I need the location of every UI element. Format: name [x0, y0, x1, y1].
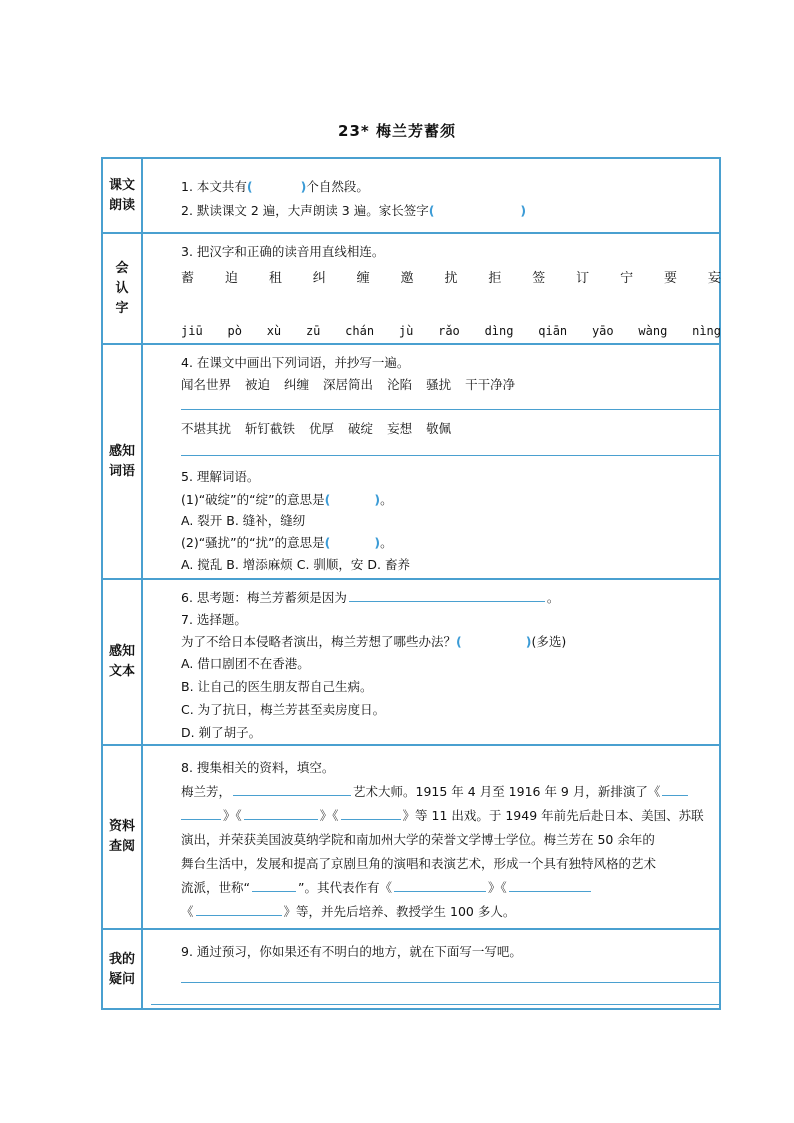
- page-title: 23* 梅兰芳蓄须: [338, 122, 456, 140]
- question-1: [181, 177, 369, 195]
- pinyin-item: zū: [305, 324, 321, 338]
- question-3: 3. 把汉字和正确的读音用直线相连。: [181, 244, 385, 259]
- question-5-1-options: A. 裂开 B. 缝补，缝纫: [181, 513, 306, 528]
- row-questions: [103, 928, 719, 1010]
- vocab-word: 斩钉截铁: [245, 421, 296, 436]
- research-line-1: [181, 782, 690, 800]
- label-text: 感知词语: [108, 443, 135, 479]
- row-text: [103, 578, 719, 744]
- paren-open: (: [324, 492, 331, 507]
- answer-blank[interactable]: [233, 782, 351, 796]
- pinyin-item: jiū: [181, 324, 203, 338]
- option-c: C. 为了抗日，梅兰芳甚至卖房度日。: [181, 702, 386, 717]
- question-2: [181, 201, 526, 219]
- pinyin-item: rǎo: [438, 324, 460, 338]
- period: 。: [546, 590, 560, 605]
- q1-text-end: 个自然段。: [306, 179, 369, 194]
- worksheet-table: [101, 157, 721, 1010]
- row-characters: [103, 232, 719, 343]
- paren-close: ): [525, 634, 532, 649]
- label-text: 感知文本: [108, 644, 135, 679]
- character-item: 订: [576, 271, 590, 286]
- character-item: 妄: [707, 271, 721, 286]
- row-label-research: [103, 746, 143, 928]
- text: 》等 11 出戏。于 1949 年前先后赴日本、美国、苏联: [402, 808, 704, 823]
- word-list-2: [181, 419, 465, 437]
- text: 》《: [487, 880, 507, 895]
- question-4: 4. 在课文中画出下列词语，并抄写一遍。: [181, 355, 410, 370]
- text: 》《: [223, 808, 242, 823]
- answer-blank[interactable]: [394, 878, 486, 892]
- q7-stem-text: 为了不给日本侵略者演出，梅兰芳想了哪些办法？: [181, 634, 457, 649]
- writing-line[interactable]: [151, 1004, 719, 1005]
- answer-blank[interactable]: [662, 782, 688, 796]
- character-item: 要: [663, 271, 677, 286]
- q1-text: 1. 本文共有: [181, 179, 247, 194]
- writing-line[interactable]: [181, 409, 719, 410]
- pinyin-item: wàng: [638, 324, 668, 338]
- paren-open: (: [324, 535, 331, 550]
- paren-open: (: [246, 179, 253, 194]
- text: 梅兰芳，: [181, 784, 232, 799]
- answer-blank[interactable]: [349, 588, 545, 602]
- character-row: [181, 267, 721, 286]
- label-text: 资料查阅: [108, 819, 135, 854]
- text: 流派，世称“: [181, 880, 250, 895]
- vocab-word: 敬佩: [426, 421, 452, 436]
- paren-close: ): [300, 179, 307, 194]
- text: 》等，并先后培养、教授学生 100 多人。: [283, 904, 516, 919]
- vocab-word: 沦陷: [387, 377, 413, 392]
- row-label-vocab: [103, 345, 143, 578]
- q5-2-text: (2)“骚扰”的“扰”的意思是: [181, 535, 325, 550]
- answer-blank[interactable]: [341, 806, 401, 820]
- vocab-word: 优厚: [309, 421, 335, 436]
- writing-line[interactable]: [181, 455, 719, 456]
- label-text: 我的疑问: [108, 952, 135, 987]
- paren-open: (: [428, 203, 435, 218]
- paren-close: ): [520, 203, 527, 218]
- question-5-1: [181, 490, 393, 508]
- research-line-5: [181, 878, 593, 896]
- label-text: 课文朗读: [108, 177, 135, 213]
- character-item: 租: [268, 271, 282, 286]
- vocab-word: 不堪其扰: [181, 421, 232, 436]
- research-line-4: 舞台生活中，发展和提高了京剧旦角的演唱和表演艺术，形成一个具有独特风格的艺术: [181, 856, 657, 871]
- character-item: 签: [532, 271, 546, 286]
- pinyin-item: jù: [398, 324, 414, 338]
- paren-open: (: [456, 634, 462, 649]
- character-item: 扰: [444, 271, 458, 286]
- vocab-word: 妄想: [387, 421, 413, 436]
- question-5-2: [181, 533, 393, 551]
- paren-close: ): [374, 492, 381, 507]
- q2-text: 2. 默读课文 2 遍，大声朗读 3 遍。家长签字: [181, 203, 429, 218]
- pinyin-item: nìng: [692, 324, 721, 338]
- row-research: [103, 744, 719, 928]
- character-item: 缠: [356, 271, 370, 286]
- character-item: 纠: [312, 271, 326, 286]
- character-item: 蓄: [181, 271, 195, 286]
- vocab-word: 骚扰: [426, 377, 452, 392]
- q5-1-text: (1)“破绽”的“绽”的意思是: [181, 492, 325, 507]
- q6-text: 6. 思考题：梅兰芳蓄须是因为: [181, 590, 347, 605]
- answer-blank[interactable]: [244, 806, 318, 820]
- pinyin-row: [181, 324, 721, 338]
- row-reading: [103, 159, 719, 232]
- answer-blank[interactable]: [252, 878, 296, 892]
- q7-note: (多选): [531, 634, 567, 649]
- row-label-characters: [103, 234, 143, 343]
- vocab-word: 深居简出: [323, 377, 374, 392]
- research-line-2: [181, 806, 704, 824]
- question-7: 7. 选择题。: [181, 612, 247, 627]
- vocab-word: 干干净净: [465, 377, 516, 392]
- pinyin-item: chán: [345, 324, 375, 338]
- character-item: 宁: [620, 271, 634, 286]
- word-list-1: [181, 375, 529, 393]
- research-line-3: 演出，并荣获美国波莫纳学院和南加州大学的荣誉文学博士学位。梅兰芳在 50 余年的: [181, 832, 655, 847]
- question-5-2-options: A. 搅乱 B. 增添麻烦 C. 驯顺，安 D. 畜养: [181, 557, 410, 572]
- pinyin-item: pò: [227, 324, 242, 338]
- row-vocab: [103, 343, 719, 578]
- vocab-word: 纠缠: [284, 377, 310, 392]
- period: 。: [380, 535, 393, 550]
- vocab-word: 破绽: [348, 421, 374, 436]
- writing-line[interactable]: [181, 982, 719, 983]
- row-label-reading: [103, 159, 143, 232]
- question-8: 8. 搜集相关的资料，填空。: [181, 760, 335, 775]
- answer-blank[interactable]: [196, 902, 282, 916]
- label-text: 会认字: [115, 260, 129, 316]
- option-b: B. 让自己的医生朋友帮自己生病。: [181, 679, 373, 694]
- paren-close: ): [374, 535, 381, 550]
- character-item: 邀: [400, 271, 414, 286]
- text: ”。其代表作有《: [297, 880, 392, 895]
- pinyin-item: xù: [266, 324, 282, 338]
- question-6: [181, 588, 559, 606]
- question-7-stem: [181, 632, 566, 650]
- vocab-word: 闻名世界: [181, 377, 232, 392]
- text: 》《: [319, 808, 339, 823]
- question-5: 5. 理解词语。: [181, 469, 260, 484]
- answer-blank[interactable]: [509, 878, 591, 892]
- vocab-word: 被迫: [245, 377, 271, 392]
- pinyin-item: qiān: [538, 324, 568, 338]
- row-label-questions: [103, 930, 143, 1010]
- research-line-6: 《 》等，并先后培养、教授学生 100 多人。: [181, 904, 516, 919]
- answer-blank[interactable]: [181, 806, 221, 820]
- character-item: 拒: [488, 271, 502, 286]
- pinyin-item: dìng: [484, 324, 514, 338]
- character-item: 迫: [224, 271, 238, 286]
- pinyin-item: yāo: [591, 324, 614, 338]
- option-a: A. 借口剧团不在香港。: [181, 656, 310, 671]
- text: 艺术大师。1915 年 4 月至 1916 年 9 月，新排演了《: [353, 784, 661, 799]
- period: 。: [380, 492, 393, 507]
- option-d: D. 剃了胡子。: [181, 725, 262, 740]
- row-label-text: [103, 580, 143, 744]
- question-9: 9. 通过预习，你如果还有不明白的地方，就在下面写一写吧。: [181, 944, 522, 959]
